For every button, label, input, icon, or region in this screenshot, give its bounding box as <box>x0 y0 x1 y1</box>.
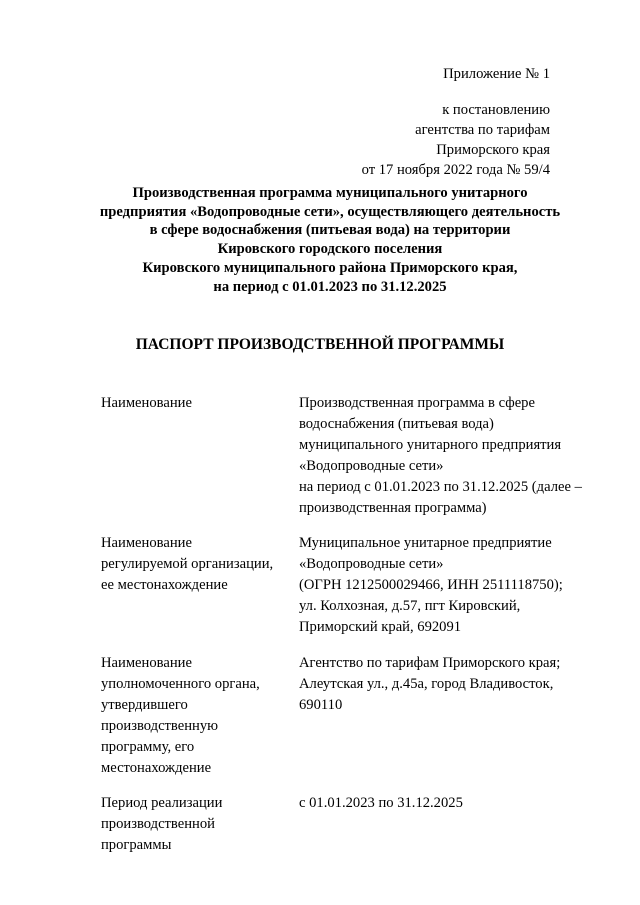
appendix-line: к постановлению <box>442 102 550 118</box>
appendix-line: агентства по тарифам <box>415 122 550 138</box>
title-line: Производственная программа муниципального унитарного <box>132 185 528 201</box>
row-label-line: уполномоченного органа, <box>101 676 260 692</box>
appendix-title: Приложение № 1 <box>443 66 550 82</box>
row-label-line: программу, его <box>101 739 195 755</box>
title-line: предприятия «Водопроводные сети», осуществляющего деятельность <box>99 203 561 220</box>
row-value-line: производственная программа) <box>299 500 487 516</box>
row-label-line: производственную <box>101 718 219 734</box>
row-value <box>299 533 609 638</box>
row-value <box>299 793 609 814</box>
title-line: в сфере водоснабжения (питьевая вода) на территории <box>149 222 511 239</box>
appendix-line: от 17 ноября 2022 года № 59/4 <box>361 162 550 178</box>
appendix-line: Приморского края <box>436 142 550 158</box>
row-label-line: местонахождение <box>101 760 212 776</box>
row-value-line: Производственная программа в сфере <box>299 395 535 411</box>
row-value-line: ул. Колхозная, д.57, пгт Кировский, <box>299 598 521 614</box>
program-title <box>60 184 600 296</box>
row-value-line: 690110 <box>299 697 343 713</box>
row-value-line: Агентство по тарифам Приморского края; <box>299 655 561 671</box>
row-label <box>101 533 286 596</box>
row-label-line: утвердившего <box>101 697 188 713</box>
row-label <box>101 393 286 414</box>
row-value <box>299 393 609 519</box>
row-value-line: с 01.01.2023 по 31.12.2025 <box>299 795 463 811</box>
appendix-details <box>362 100 550 180</box>
row-label-line: ее местонахождение <box>101 577 228 593</box>
row-label-line: производственной <box>101 816 215 832</box>
title-line: Кировского муниципального района Приморского края, <box>142 259 518 276</box>
row-value <box>299 653 609 716</box>
row-value-line: Муниципальное унитарное предприятие <box>299 535 552 551</box>
row-value-line: «Водопроводные сети» <box>299 556 444 572</box>
row-value-line: водоснабжения (питьевая вода) <box>299 416 494 432</box>
title-line: Кировского городского поселения <box>217 241 443 258</box>
title-line: на период с 01.01.2023 по 31.12.2025 <box>213 278 447 295</box>
row-value-line: Алеутская ул., д.45а, город Владивосток, <box>299 676 554 692</box>
row-label-line: Наименование <box>101 535 192 551</box>
row-label-line: Период реализации <box>101 795 223 811</box>
row-label-line: Наименование <box>101 395 192 411</box>
row-label <box>101 653 286 779</box>
row-value-line: «Водопроводные сети» <box>299 458 444 474</box>
row-label-line: регулируемой организации, <box>101 556 274 572</box>
row-label-line: программы <box>101 837 172 853</box>
row-value-line: муниципального унитарного предприятия <box>299 437 562 453</box>
row-value-line: на период с 01.01.2023 по 31.12.2025 (далее – <box>299 479 582 495</box>
row-value-line: (ОГРН 1212500029466, ИНН 2511118750); <box>299 577 563 593</box>
row-label-line: Наименование <box>101 655 192 671</box>
row-label <box>101 793 286 856</box>
passport-heading: ПАСПОРТ ПРОИЗВОДСТВЕННОЙ ПРОГРАММЫ <box>135 336 505 353</box>
row-value-line: Приморский край, 692091 <box>299 619 462 635</box>
